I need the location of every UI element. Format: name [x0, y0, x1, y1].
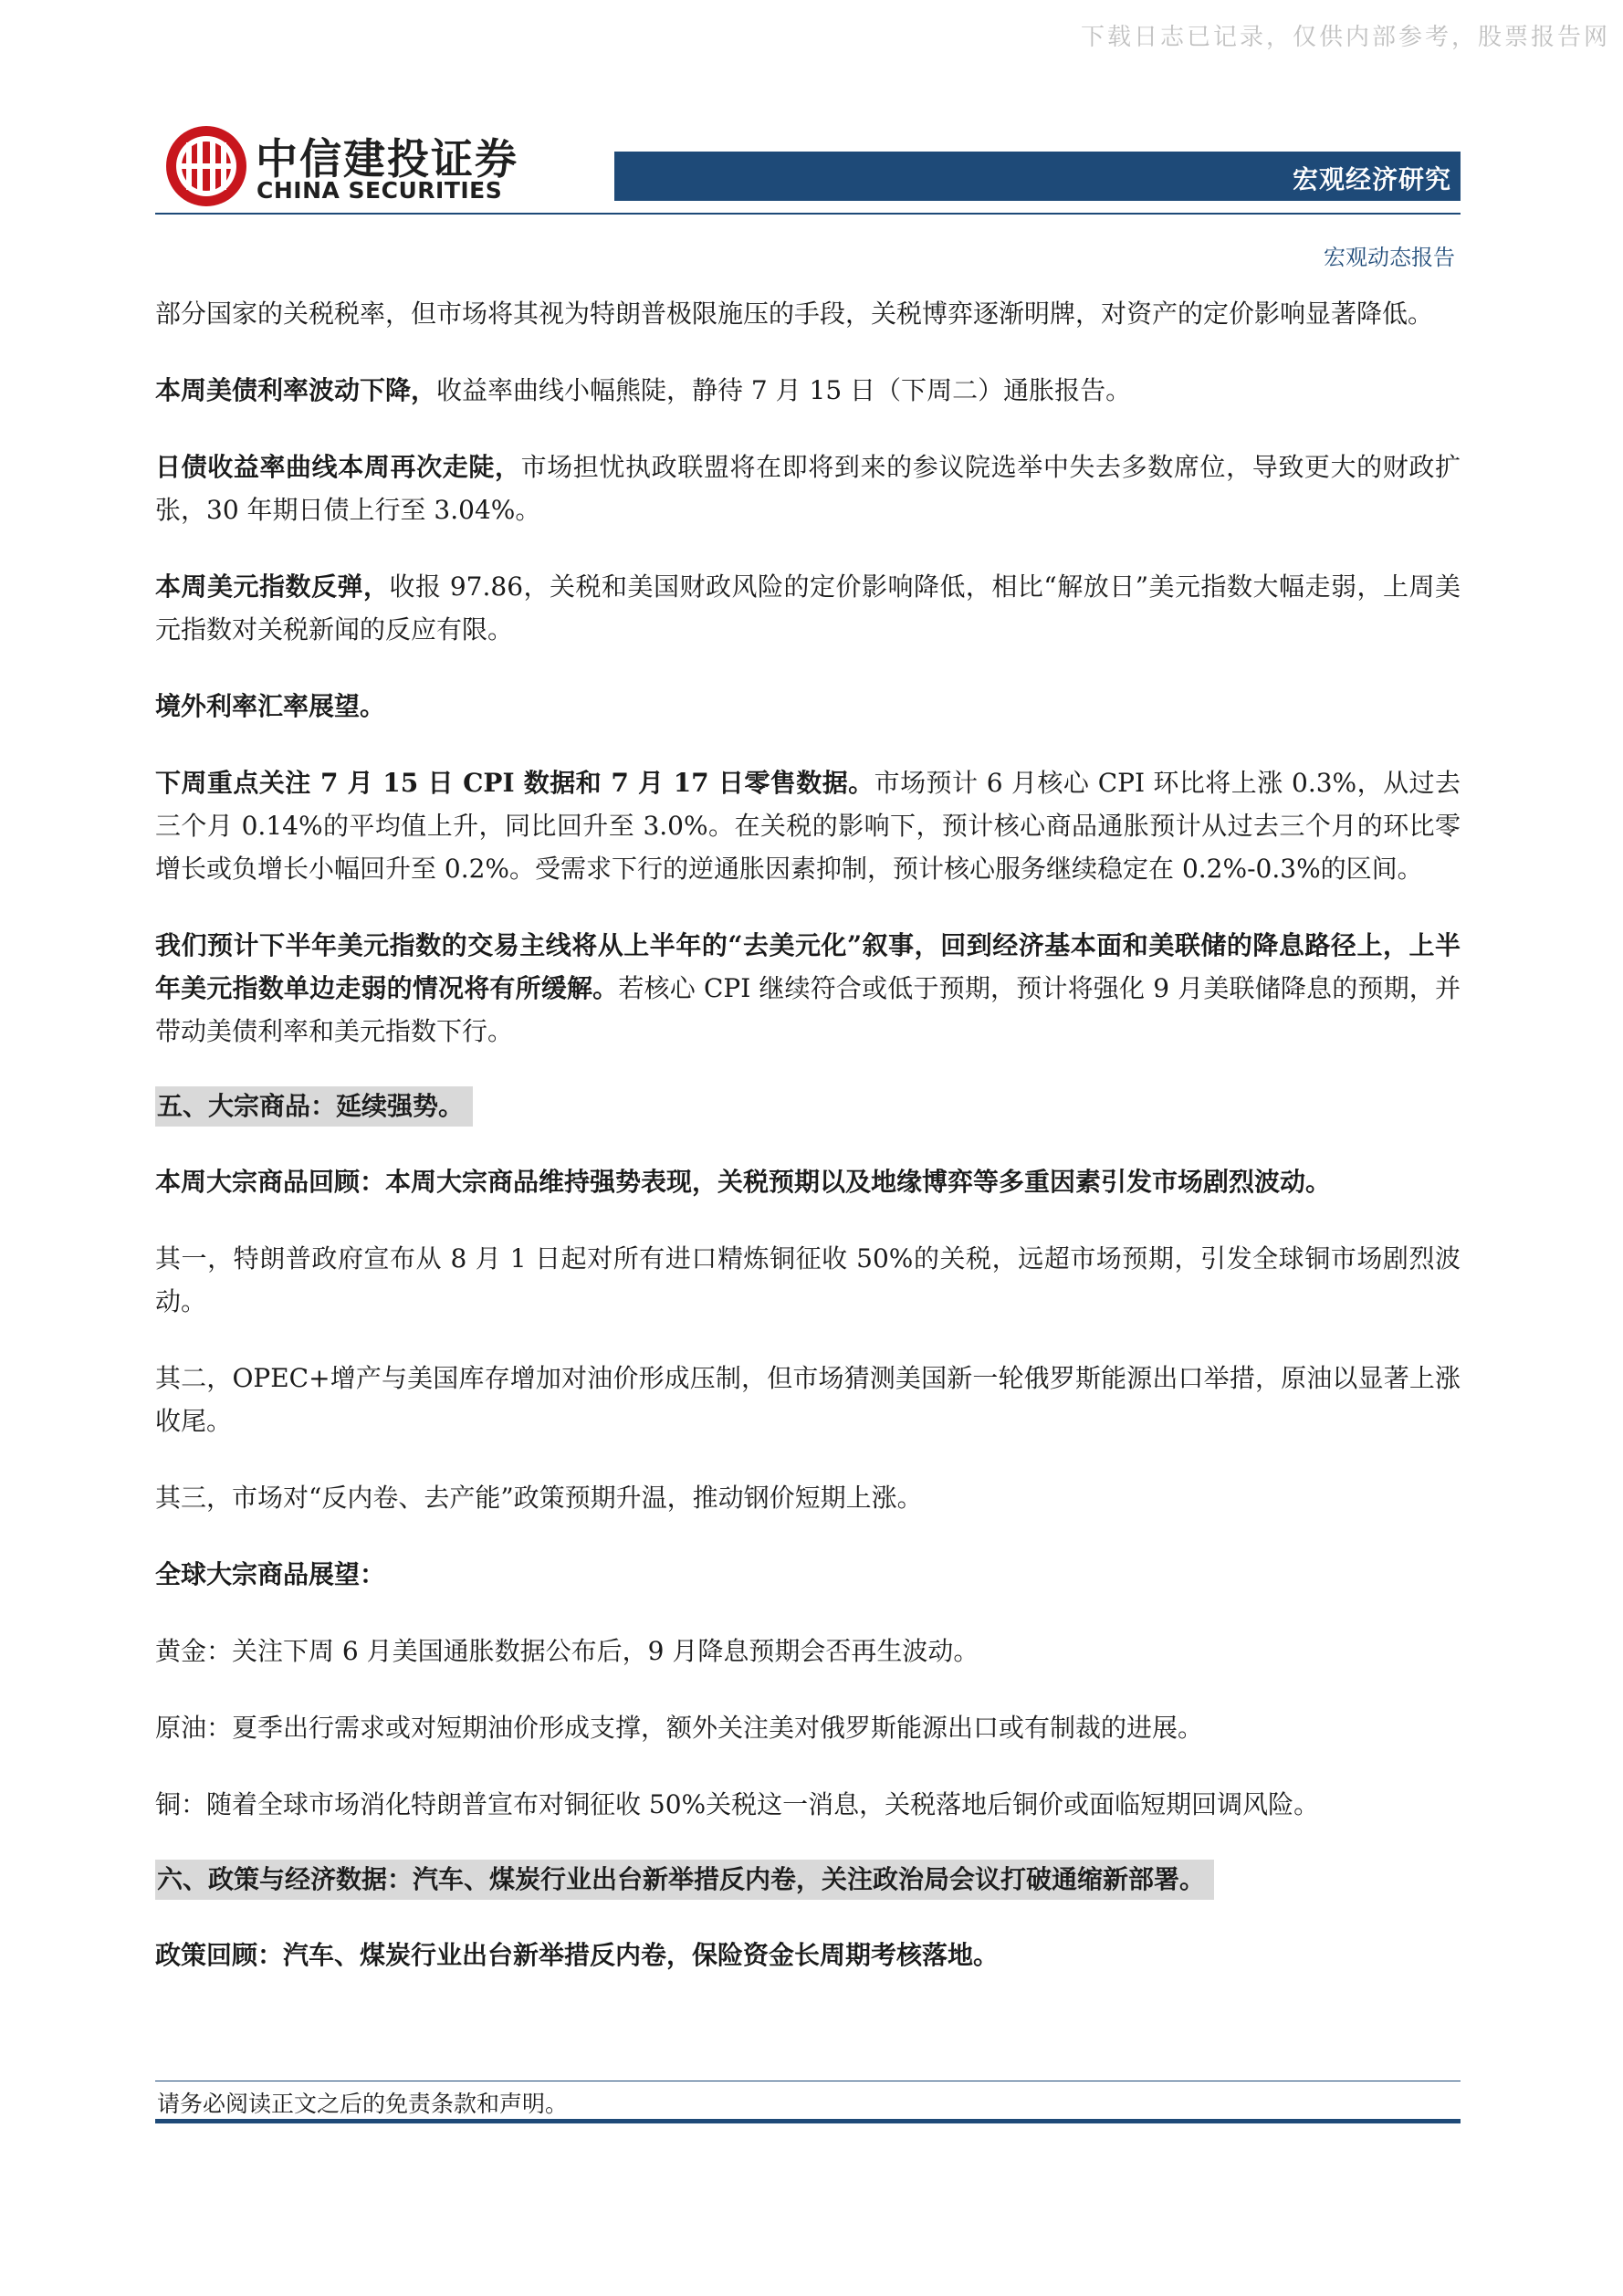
paragraph-9: 其一，特朗普政府宣布从 8 月 1 日起对所有进口精炼铜征收 50%的关税，远超市场预期，引发全球铜市场剧烈波动。	[155, 1243, 1461, 1316]
paragraph-gold: 黄金：关注下周 6 月美国通胀数据公布后，9 月降息预期会否再生波动。	[155, 1636, 979, 1666]
header-band	[614, 152, 1461, 204]
paragraph-2-text: 收益率曲线小幅熊陡，静待 7 月 15 日（下周二）通胀报告。	[436, 375, 1132, 405]
paragraph-4-text: 收报 97.86，关税和美国财政风险的定价影响降低，相比“解放日”美元指数大幅走弱，上周美元指数对关税新闻的反应有限。	[155, 571, 1461, 645]
paragraph-6-text: 市场预计 6 月核心 CPI 环比将上涨 0.3%，从过去三个月 0.14%的平均值上升，同比回升至 3.0%。在关税的影响下，预计核心商品通胀预计从过去三个月的环比零增长或负增长小幅回升至 0.2%。受需求下行的逆通胀因素抑制，预计核心服务继续稳定在 0.2%-0.3%的区间。	[155, 768, 1461, 884]
watermark: 下载日志已记录，仅供内部参考，股票报告网	[1080, 24, 1610, 51]
paragraph-8: 本周大宗商品回顾：本周大宗商品维持强势表现，关税预期以及地缘博弈等多重因素引发市场剧烈波动。	[155, 1167, 1332, 1197]
paragraph-oil: 原油：夏季出行需求或对短期油价形成支撑，额外关注美对俄罗斯能源出口或有制裁的进展。	[155, 1713, 1204, 1743]
china-securities-emblem-icon	[162, 122, 250, 210]
subheading-outlook: 境外利率汇率展望。	[155, 691, 386, 721]
header-rule	[155, 213, 1461, 215]
paragraph-policy-review: 政策回顾：汽车、煤炭行业出台新举措反内卷，保险资金长周期考核落地。	[155, 1940, 1000, 1970]
report-category: 宏观经济研究	[1292, 164, 1451, 194]
logo-name-en: CHINA SECURITIES	[257, 177, 503, 204]
section-heading-5: 五、大宗商品：延续强势。	[155, 1086, 473, 1127]
paragraph-2	[155, 369, 1461, 412]
paragraph-4	[155, 565, 1461, 651]
logo-name-cn: 中信建投证券	[256, 134, 518, 183]
paragraph-6	[155, 761, 1461, 890]
footer-rule-bottom	[155, 2119, 1461, 2123]
footer-disclaimer: 请务必阅读正文之后的免责条款和声明。	[157, 2091, 569, 2117]
subheading-commodity-outlook: 全球大宗商品展望：	[155, 1559, 386, 1589]
paragraph-7-text: 若核心 CPI 继续符合或低于预期，预计将强化 9 月美联储降息的预期，并带动美债利率和美元指数下行。	[155, 973, 1461, 1046]
paragraph-6-lead: 下周重点关注 7 月 15 日 CPI 数据和 7 月 17 日零售数据。	[155, 768, 874, 798]
company-logo	[162, 122, 546, 210]
paragraph-3	[155, 446, 1461, 531]
paragraph-2-lead: 本周美债利率波动下降，	[155, 375, 437, 405]
paragraph-7-lead: 我们预计下半年美元指数的交易主线将从上半年的“去美元化”叙事，回到经济基本面和美联储的降息路径上，上半年美元指数单边走弱的情况将有所缓解。	[155, 930, 1461, 1003]
paragraph-10: 其二，OPEC+增产与美国库存增加对油价形成压制，但市场猜测美国新一轮俄罗斯能源出口举措，原油以显著上涨收尾。	[155, 1363, 1461, 1436]
paragraph-1: 部分国家的关税税率，但市场将其视为特朗普极限施压的手段，关税博弈逐渐明牌，对资产的定价影响显著降低。	[155, 299, 1434, 329]
section-heading-6: 六、政策与经济数据：汽车、煤炭行业出台新举措反内卷，关注政治局会议打破通缩新部署。	[155, 1860, 1214, 1900]
paragraph-3-text: 市场担忧执政联盟将在即将到来的参议院选举中失去多数席位，导致更大的财政扩张，30 年期日债上行至 3.04%。	[155, 452, 1461, 525]
paragraph-7	[155, 924, 1461, 1053]
paragraph-11: 其三，市场对“反内卷、去产能”政策预期升温，推动钢价短期上涨。	[155, 1483, 923, 1513]
paragraph-copper: 铜：随着全球市场消化特朗普宣布对铜征收 50%关税这一消息，关税落地后铜价或面临短期回调风险。	[155, 1789, 1320, 1819]
report-type: 宏观动态报告	[1324, 245, 1455, 270]
paragraph-3-lead: 日债收益率曲线本周再次走陡，	[155, 452, 521, 482]
paragraph-4-lead: 本周美元指数反弹，	[155, 571, 390, 602]
report-body	[155, 292, 1461, 2010]
